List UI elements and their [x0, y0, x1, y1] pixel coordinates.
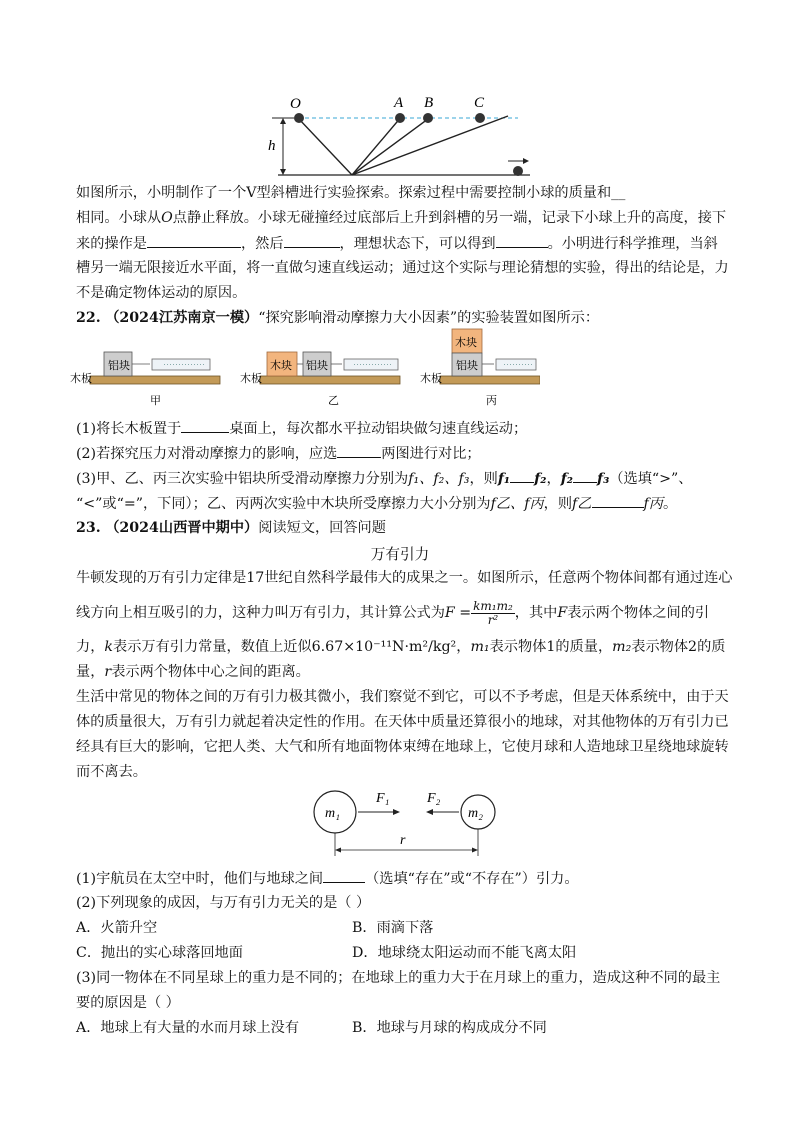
- ball-rolling: [513, 166, 523, 176]
- force-2-arrow-head: [426, 809, 433, 815]
- setup-bing: [420, 329, 540, 407]
- q23-part-2: (2)下列现象的成因，与万有引力无关的是（ ）: [76, 895, 371, 911]
- q22-blank-2[interactable]: [337, 444, 381, 458]
- board-label-jia: 木板: [70, 373, 92, 385]
- q21-blank-3[interactable]: [496, 234, 548, 248]
- label-h: h: [268, 138, 276, 154]
- passage-line-1: 牛顿发现的万有引力定律是17世纪自然科学最伟大的成果之一。如图所示，任意两个物体间都有通过连心: [76, 570, 733, 586]
- q23-part-1: (1)宇航员在太空中时，他们与地球之间 （选填“存在”或“不存在”）引力。: [76, 871, 579, 887]
- setup-yi: [240, 352, 400, 407]
- q21-line-1: 如图所示，小明制作了一个V型斜槽进行实验探索。探索过程中需要控制小球的质量和__: [76, 185, 626, 201]
- gravitation-figure: [300, 786, 510, 858]
- label-c: C: [474, 95, 485, 111]
- board-yi: [260, 376, 400, 384]
- ball-a: [395, 113, 405, 123]
- caption-bing: 丙: [486, 395, 497, 407]
- friction-experiment-figure: [70, 328, 540, 412]
- q23-option-3a[interactable]: A．地球上有大量的水而月球上没有: [76, 1020, 300, 1036]
- q22-blank-4[interactable]: [573, 469, 597, 483]
- label-b: B: [424, 95, 434, 111]
- q22-blank-5[interactable]: [592, 494, 644, 508]
- mass-2-label: m₂: [468, 806, 483, 821]
- q21-blank-1[interactable]: [147, 234, 241, 248]
- q23-option-2b[interactable]: B．雨滴下落: [352, 920, 434, 936]
- slope-b: [352, 116, 432, 175]
- q23-header: 23. （2024山西晋中期中）阅读短文，回答问题: [76, 520, 386, 536]
- q23-part-3: (3)同一物体在不同星球上的重力是不同的；在地球上的重力大于在月球上的重力，造成这种不同的最主: [76, 970, 721, 986]
- slope-c: [352, 116, 508, 175]
- board-label-yi: 木板: [240, 373, 262, 385]
- spring-scale-jia: [152, 359, 210, 370]
- q23-blank-1[interactable]: [323, 869, 365, 883]
- q21-line-2: 相同。小球从O点静止释放。小球无碰撞经过底部后上升到斜槽的另一端，记录下小球上升的高度，接下: [76, 210, 727, 226]
- spring-scale-yi: [344, 359, 398, 370]
- passage-line-5: 生活中常见的物体之间的万有引力极其微小，我们察觉不到它，可以不予考虑，但是天体系统中，由于天: [76, 689, 729, 705]
- distance-arrow-right-head: [472, 848, 478, 853]
- wood-label-yi: 木块: [270, 360, 292, 372]
- al-label-yi: 铝块: [306, 360, 328, 372]
- height-arrow-head-bottom: [280, 169, 286, 175]
- q22-part-2: (2)若探究压力对滑动摩擦力的影响，应选 两图进行对比；: [76, 446, 481, 462]
- al-label-bing: 铝块: [456, 360, 478, 372]
- passage-line-8: 而不离去。: [76, 764, 147, 780]
- passage-line-6: 体的质量很大，万有引力就起着决定性的作用。在天体中质量还算很小的地球，对其他物体的万有引力已: [76, 714, 729, 730]
- label-a: A: [394, 95, 404, 111]
- q22-part-1: (1)将长木板置于 桌面上，每次都水平拉动铝块做匀速直线运动；: [76, 421, 528, 437]
- q22-part-3-cont: “<”或“=”，下同）；乙、丙两次实验中木块所受摩擦力大小分别为f乙、f丙，则f乙 f丙。: [76, 496, 678, 512]
- passage-line-3: 力，k表示万有引力常量，数值上近似6.67×10⁻¹¹N·m²/kg²，m₁表示物体1的质量，m₂表示物体2的质: [76, 639, 726, 655]
- gravitation-formula: $\frac{\text{km₁m₂}}{\text{r²}}$: [473, 598, 513, 627]
- height-arrow-head-top: [280, 118, 286, 124]
- q22-blank-1[interactable]: [181, 419, 229, 433]
- force-2-label: F₂: [427, 791, 441, 806]
- passage-line-2: 线方向上相互吸引的力，这种力叫万有引力，其计算公式为F = $\frac{\text{km₁m₂}}{\text{r²}}$ ，其中F表示两个物体之间的引: [76, 598, 710, 627]
- q22-part-3: (3)甲、乙、丙三次实验中铝块所受滑动摩擦力分别为f₁、f₂、f₃，则f₁ f₂，f₂ f₃（选填“>”、: [76, 471, 693, 487]
- q21-line-3: 来的操作是 ，然后 ，理想状态下，可以得到 。小明进行科学推理，当斜: [76, 236, 718, 252]
- rolling-arrow-head: [523, 158, 529, 164]
- q21-blank-2[interactable]: [284, 234, 340, 248]
- mass-1-label: m₁: [325, 806, 340, 821]
- formula-lhs: F =: [444, 605, 472, 621]
- label-o: O: [290, 96, 301, 112]
- force-1-label: F₁: [376, 791, 390, 806]
- ball-b: [423, 113, 433, 123]
- board-jia: [90, 376, 220, 384]
- q23-option-2d[interactable]: D．地球绕太阳运动而不能飞离太阳: [352, 945, 577, 961]
- distance-label: r: [400, 833, 406, 848]
- ball-c: [475, 113, 485, 123]
- board-label-bing: 木板: [420, 373, 442, 385]
- al-label-jia: 铝块: [108, 360, 130, 372]
- board-bing: [440, 376, 540, 384]
- q21-line-4: 槽另一端无限接近水平面，将一直做匀速直线运动；通过这个实际与理论猜想的实验，得出的结论是，力: [76, 260, 729, 276]
- caption-jia: 甲: [150, 395, 161, 407]
- passage-line-4: 量，r表示两个物体中心之间的距离。: [76, 664, 310, 680]
- q23-part-3-cont: 要的原因是（ ）: [76, 995, 180, 1011]
- q23-option-2a[interactable]: A．火箭升空: [76, 920, 158, 936]
- wood-label-bing: 木块: [455, 337, 477, 349]
- q23-option-3b[interactable]: B．地球与月球的构成成分不同: [352, 1020, 547, 1036]
- q22-blank-3[interactable]: [510, 469, 534, 483]
- v-groove-figure: [260, 92, 550, 180]
- q22-header: 22. （2024江苏南京一模）“探究影响滑动摩擦力大小因素”的实验装置如图所示：: [76, 310, 600, 326]
- caption-yi: 乙: [328, 395, 339, 407]
- ball-o: [294, 113, 304, 123]
- setup-jia: [70, 352, 220, 407]
- passage-heading: 万有引力: [370, 546, 430, 563]
- distance-arrow-left-head: [335, 848, 341, 853]
- q23-option-2c[interactable]: C．抛出的实心球落回地面: [76, 945, 243, 961]
- left-slope: [298, 118, 352, 175]
- passage-line-7: 经具有巨大的影响，它把人类、大气和所有地面物体束缚在地球上，它使月球和人造地球卫星绕地球旋转: [76, 739, 729, 755]
- q21-line-5: 不是确定物体运动的原因。: [76, 285, 247, 301]
- force-1-arrow-head: [393, 809, 400, 815]
